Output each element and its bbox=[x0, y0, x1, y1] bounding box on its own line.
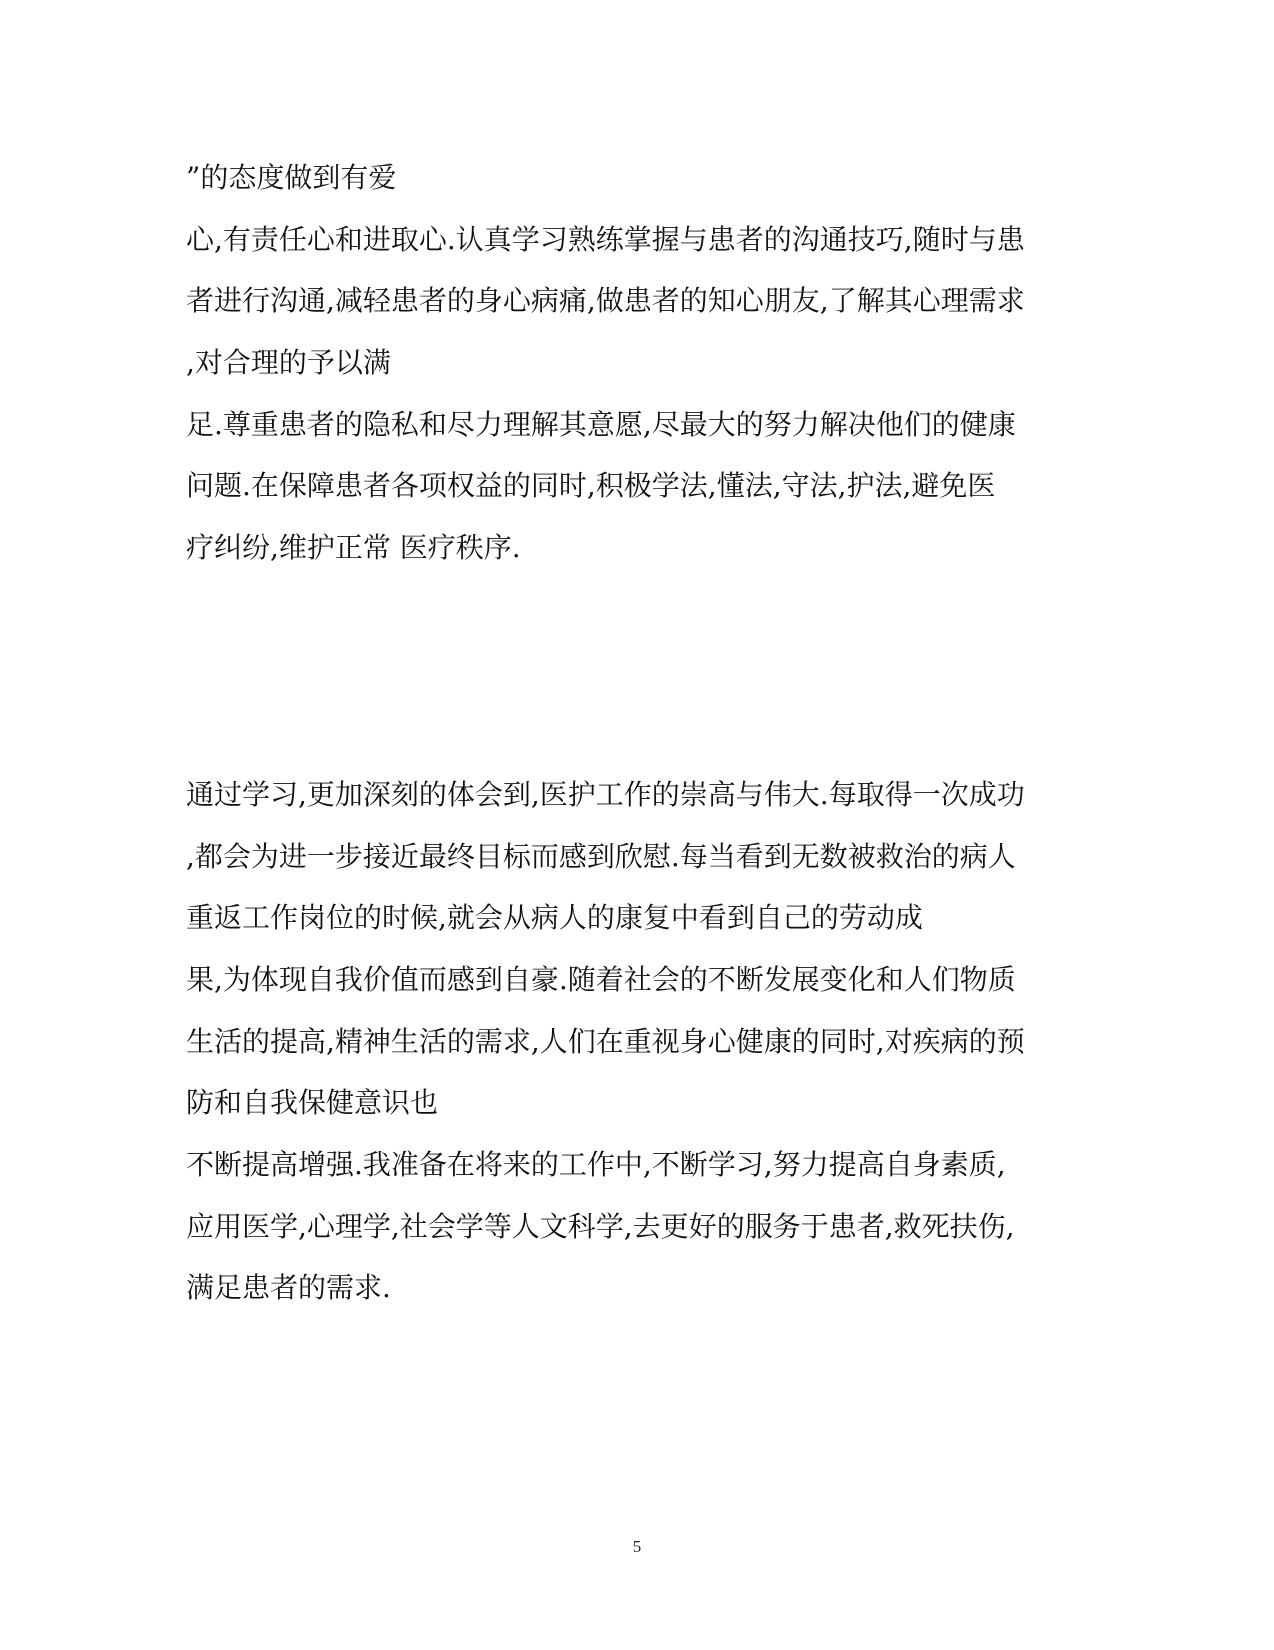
text-line: 重返工作岗位的时候,就会从病人的康复中看到自己的劳动成 bbox=[186, 901, 923, 934]
text-line: 疗纠纷,维护正常 医疗秩序. bbox=[186, 531, 521, 564]
page-number: 5 bbox=[632, 1537, 642, 1556]
text-line: 足.尊重患者的隐私和尽力理解其意愿,尽最大的努力解决他们的健康 bbox=[186, 408, 1016, 441]
text-line: 不断提高增强.我准备在将来的工作中,不断学习,努力提高自身素质, bbox=[186, 1148, 1006, 1181]
text-line: ”的态度做到有爱 bbox=[186, 161, 397, 194]
text-line: 果,为体现自我价值而感到自豪.随着社会的不断发展变化和人们物质 bbox=[186, 963, 1016, 996]
text-line: 问题.在保障患者各项权益的同时,积极学法,懂法,守法,护法,避免医 bbox=[186, 469, 996, 502]
text-line: 应用医学,心理学,社会学等人文科学,去更好的服务于患者,救死扶伤, bbox=[186, 1210, 1015, 1243]
text-line: ,对合理的予以满 bbox=[186, 346, 391, 379]
text-line: 防和自我保健意识也 bbox=[186, 1086, 439, 1119]
text-line: ,都会为进一步接近最终目标而感到欣慰.每当看到无数被救治的病人 bbox=[186, 840, 1016, 873]
text-line: 者进行沟通,减轻患者的身心病痛,做患者的知心朋友,了解其心理需求 bbox=[186, 284, 1025, 317]
text-line: 通过学习,更加深刻的体会到,医护工作的崇高与伟大.每取得一次成功 bbox=[186, 778, 1025, 811]
text-line: 满足患者的需求. bbox=[186, 1271, 391, 1304]
text-line: 生活的提高,精神生活的需求,人们在重视身心健康的同时,对疾病的预 bbox=[186, 1025, 1025, 1058]
text-line: 心,有责任心和进取心.认真学习熟练掌握与患者的沟通技巧,随时与患 bbox=[186, 223, 1025, 256]
